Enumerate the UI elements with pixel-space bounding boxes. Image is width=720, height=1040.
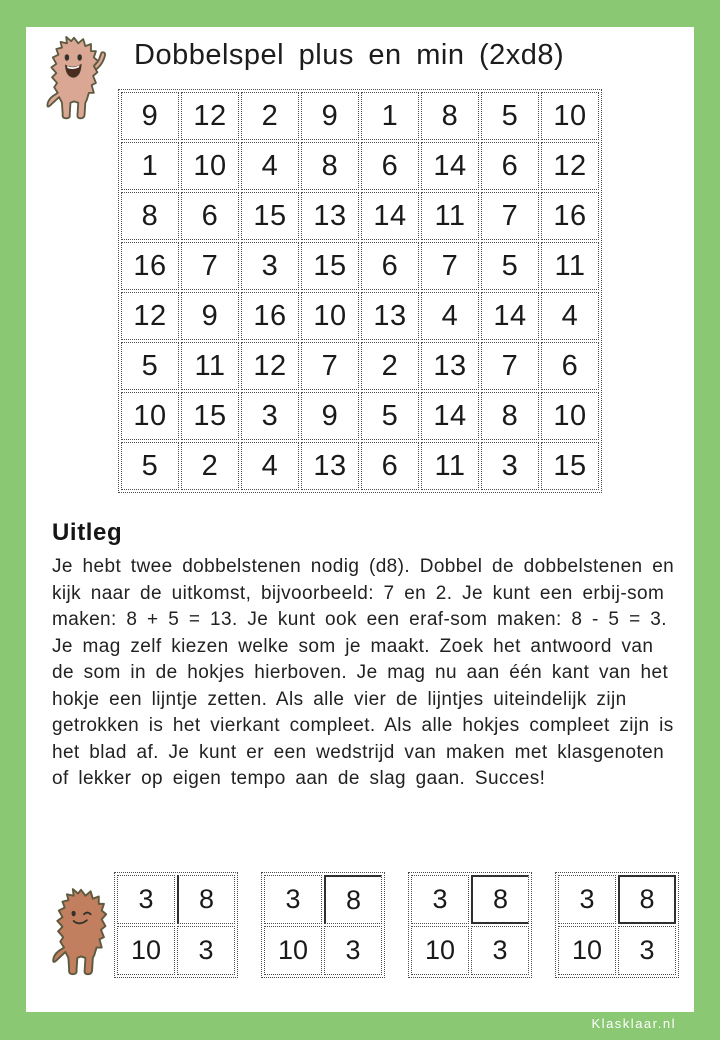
grid-cell: 5 [481, 242, 539, 290]
example-grid-step-4 [555, 872, 679, 978]
grid-cell: 10 [541, 392, 599, 440]
grid-cell: 6 [181, 192, 239, 240]
grid-cell: 13 [361, 292, 419, 340]
instructions-text: Je hebt twee dobbelstenen nodig (d8). Dobbel de dobbelstenen en kijk naar de uitkomst, bijvoorbeeld: 7 en 2. Je kunt een erbij-som maken: 8 + 5 = 13. Je kunt ook een eraf-som maken: 8 - 5 = 3. Je mag zelf kiezen welke som je maakt. Zoek het antwoord van de som in de hokjes hierboven. Je mag nu aan één kant van het hokje een lijntje zetten. Als alle vier de lijntjes uiteindelijk zijn getrokken is het vierkant compleet. Als alle hokjes compleet zijn is het blad af. Je kunt er een wedstrijd van maken met klasgenoten of lekker op eigen tempo aan de slag gaan. Succes! [52, 556, 675, 789]
example-grid-step-3 [408, 872, 532, 978]
grid-cell: 4 [241, 142, 299, 190]
example-cell: 3 [117, 875, 175, 924]
grid-cell: 6 [361, 242, 419, 290]
example-cell: 3 [177, 926, 235, 975]
grid-cell: 10 [541, 92, 599, 140]
grid-cell: 6 [361, 442, 419, 490]
grid-cell: 13 [301, 192, 359, 240]
grid-cell: 9 [121, 92, 179, 140]
grid-cell: 6 [361, 142, 419, 190]
grid-cell: 14 [361, 192, 419, 240]
example-cell: 3 [324, 926, 382, 975]
grid-cell: 12 [241, 342, 299, 390]
example-grids-row [114, 872, 679, 978]
grid-cell: 7 [481, 342, 539, 390]
grid-cell: 9 [301, 392, 359, 440]
grid-cell: 8 [121, 192, 179, 240]
grid-cell: 6 [481, 142, 539, 190]
grid-cell: 12 [181, 92, 239, 140]
grid-cell: 6 [541, 342, 599, 390]
grid-cell: 1 [361, 92, 419, 140]
grid-cell: 5 [361, 392, 419, 440]
grid-cell: 5 [481, 92, 539, 140]
grid-cell: 2 [241, 92, 299, 140]
grid-cell: 4 [241, 442, 299, 490]
site-watermark: Klasklaar.nl [591, 1016, 676, 1031]
grid-cell: 15 [541, 442, 599, 490]
grid-cell: 16 [121, 242, 179, 290]
grid-cell: 9 [181, 292, 239, 340]
grid-cell: 11 [181, 342, 239, 390]
grid-cell: 9 [301, 92, 359, 140]
grid-cell: 7 [181, 242, 239, 290]
grid-cell: 12 [541, 142, 599, 190]
instructions-heading: Uitleg [52, 519, 123, 546]
number-grid [118, 89, 602, 493]
page-title: Dobbelspel plus en min (2xd8) [134, 39, 565, 71]
grid-cell: 11 [421, 192, 479, 240]
grid-cell: 10 [181, 142, 239, 190]
grid-cell: 16 [541, 192, 599, 240]
grid-cell: 4 [541, 292, 599, 340]
grid-cell: 13 [301, 442, 359, 490]
grid-cell: 15 [181, 392, 239, 440]
grid-cell: 4 [421, 292, 479, 340]
grid-cell: 3 [241, 392, 299, 440]
example-cell: 3 [264, 875, 322, 924]
example-cell: 3 [471, 926, 529, 975]
example-cell-with-drawn-line: 8 [177, 875, 235, 924]
grid-cell: 5 [121, 342, 179, 390]
example-cell-complete-square: 8 [618, 875, 676, 924]
grid-cell: 5 [121, 442, 179, 490]
paper-sheet [26, 27, 694, 1012]
example-cell: 10 [411, 926, 469, 975]
grid-cell: 15 [301, 242, 359, 290]
mascot-waving-monster-icon [38, 32, 110, 124]
example-cell-with-drawn-line: 8 [324, 875, 382, 924]
grid-cell: 2 [361, 342, 419, 390]
grid-cell: 11 [541, 242, 599, 290]
grid-cell: 2 [181, 442, 239, 490]
grid-cell: 14 [481, 292, 539, 340]
grid-cell: 3 [241, 242, 299, 290]
grid-cell: 7 [421, 242, 479, 290]
grid-cell: 7 [301, 342, 359, 390]
grid-cell: 11 [421, 442, 479, 490]
grid-cell: 8 [421, 92, 479, 140]
grid-cell: 7 [481, 192, 539, 240]
instructions-section [52, 519, 680, 793]
grid-cell: 15 [241, 192, 299, 240]
grid-cell: 14 [421, 392, 479, 440]
grid-cell: 16 [241, 292, 299, 340]
example-cell: 10 [117, 926, 175, 975]
example-cell: 3 [618, 926, 676, 975]
example-grid-step-2 [261, 872, 385, 978]
grid-cell: 3 [481, 442, 539, 490]
example-cell: 10 [264, 926, 322, 975]
example-grid-step-1 [114, 872, 238, 978]
grid-cell: 8 [301, 142, 359, 190]
grid-cell: 10 [121, 392, 179, 440]
grid-cell: 12 [121, 292, 179, 340]
example-cell: 3 [558, 875, 616, 924]
example-cell: 10 [558, 926, 616, 975]
grid-cell: 8 [481, 392, 539, 440]
example-cell-with-drawn-line: 8 [471, 875, 529, 924]
mascot-winking-monster-icon [44, 882, 118, 982]
grid-cell: 13 [421, 342, 479, 390]
grid-cell: 1 [121, 142, 179, 190]
grid-cell: 10 [301, 292, 359, 340]
example-cell: 3 [411, 875, 469, 924]
grid-cell: 14 [421, 142, 479, 190]
